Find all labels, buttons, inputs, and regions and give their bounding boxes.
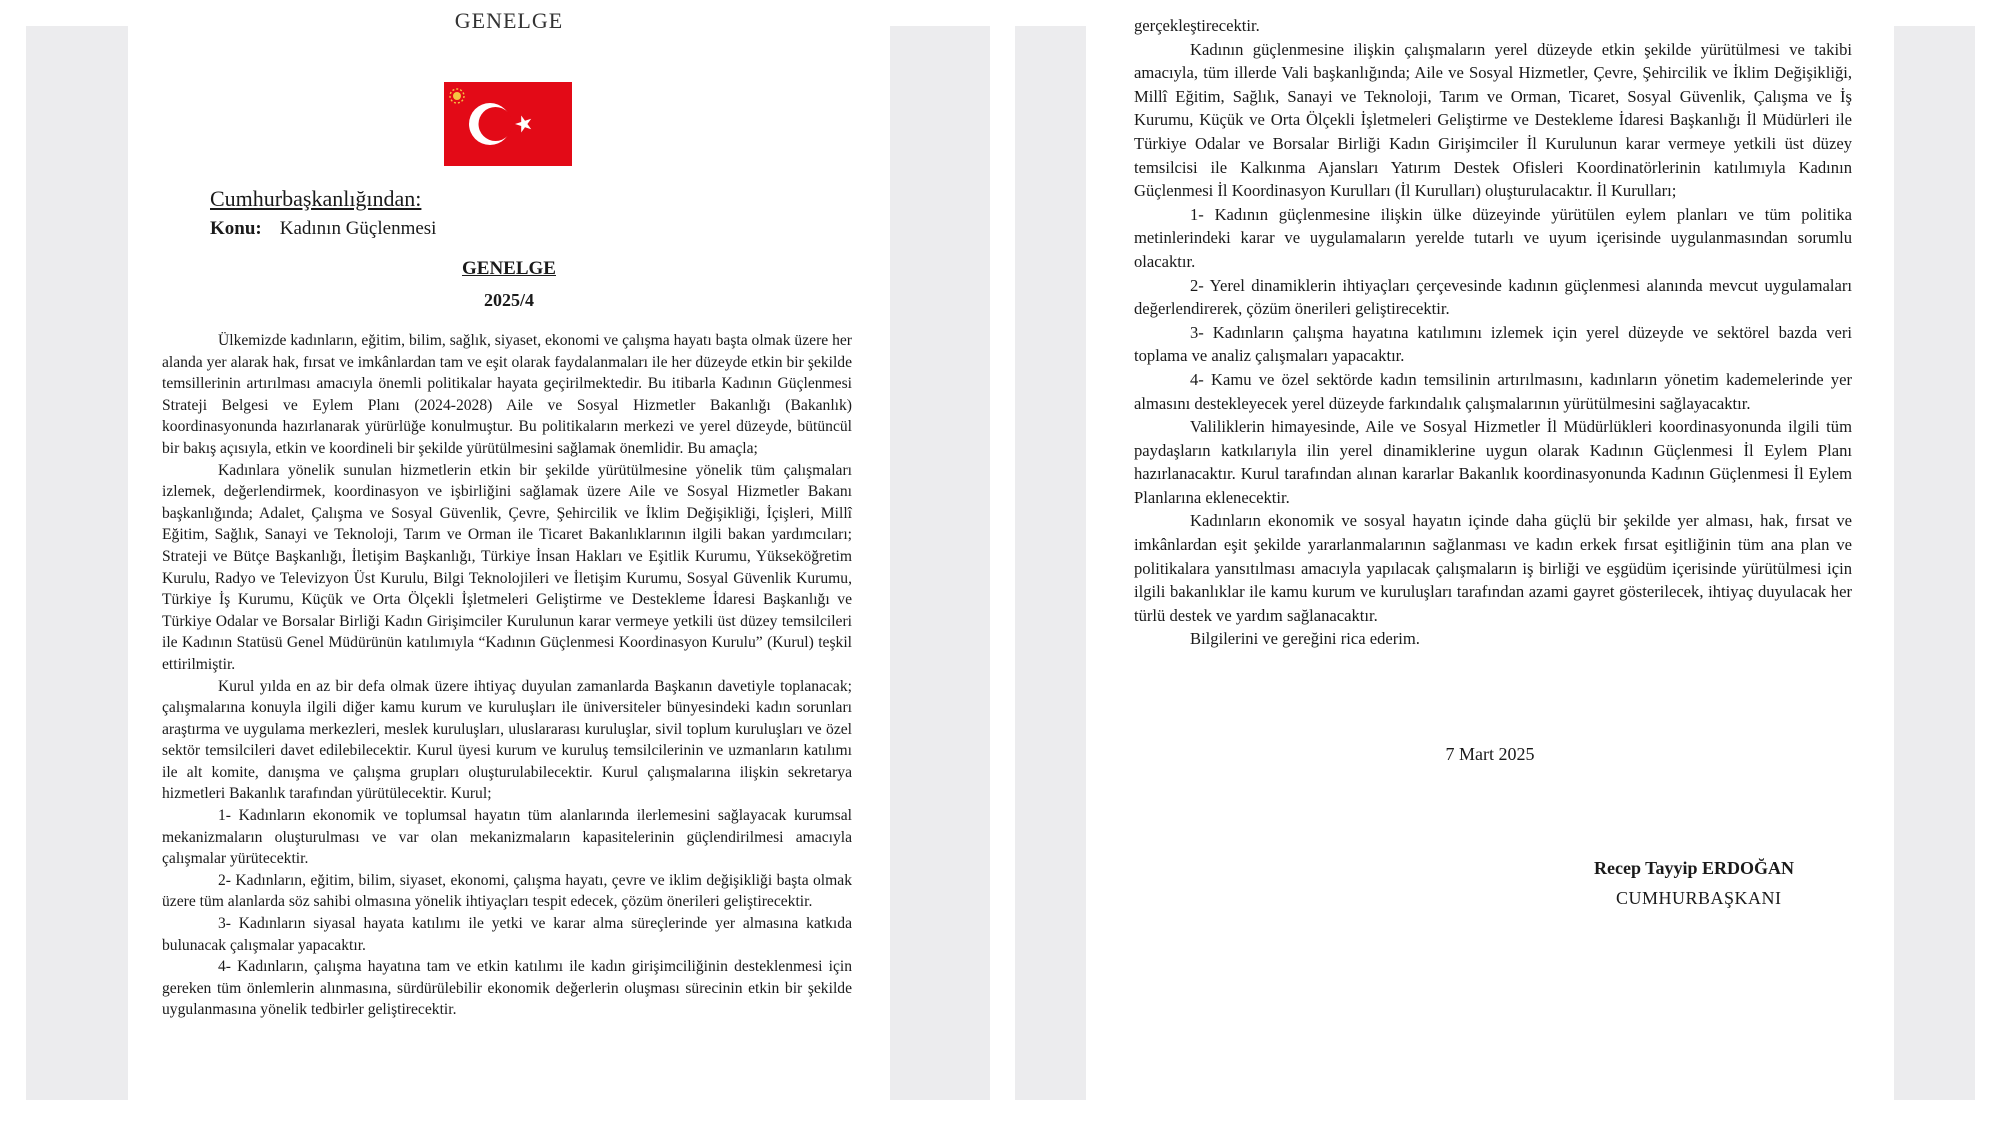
body-paragraph: Kadının güçlenmesine ilişkin çalışmaların yerel düzeyde etkin şekilde yürütülmesi ve takibi amacıyla, tüm illerde Vali başkanlığında; Aile ve Sosyal Hizmetler, Çevre, Şehircilik ve İklim Değişikliği, Millî Eğitim, Sağlık, Sanayi ve Teknoloji, Tarım ve Orman, Ticaret, Sosyal Güvenlik, Çalışma ve İş Kurumu, Küçük ve Orta Ölçekli İşletmeleri Geliştirme ve Destekleme İdaresi Başkanlığı İl Müdürleri ile Türkiye Odalar ve Borsalar Birliği Kadın Girişimciler İl Kurulunun karar vermeye yetkili üst düzey temsilcisi ile Kalkınma Ajansları Yatırım Destek Ofisleri Koordinatörlerinin katılımıyla Kadının Güçlenmesi İl Koordinasyon Kurulları (İl Kurulları) oluşturulacaktır. İl Kurulları; <box>1134 39 1852 201</box>
page-heading-cut: GENELGE <box>454 8 564 33</box>
closing-line: Bilgilerini ve gereğini rica ederim. <box>1190 629 1420 649</box>
body-paragraph: 2- Kadınların, eğitim, bilim, siyaset, ekonomi, çalışma hayatı, çevre ve iklim değişikliği başta olmak üzere tüm alanlarda söz sahibi olmasına yönelik ihtiyaçları tespit edecek, çözüm önerileri geliştirecektir. <box>162 871 852 911</box>
body-paragraph: 3- Kadınların çalışma hayatına katılımını izlemek için yerel düzeyde ve sektörel bazda veri toplama ve analiz çalışmaları yapacaktır. <box>1134 322 1852 366</box>
body-paragraph: Valiliklerin himayesinde, Aile ve Sosyal Hizmetler İl Müdürlükleri koordinasyonunda ilgili tüm paydaşların katkılarıyla ilin yerel dinamiklerine uygun olarak Kadının Güçlenmesi İl Eylem Planı hazırlanacaktır. Kurul tarafından alınan kararlar Bakanlık koordinasyonunda Kadının Güçlenmesi İl Eylem Planlarına eklenecektir. <box>1134 417 1852 507</box>
body-paragraph: Kadınların ekonomik ve sosyal hayatın içinde daha güçlü bir şekilde yer alması, hak, fırsat ve imkânlardan eşit şekilde yararlanmalarının sağlanması ve kadın erkek fırsat eşitliğinin tüm ana plan ve politikalara yansıtılması amacıyla yapılacak çalışmaların iş birliği ve eşgüdüm içerisinde yürütülmesi için ilgili bakanlıklar ile kamu kurum ve kuruluşları tarafından azami gayret gösterilecek, ihtiyaç duyulacak her türlü destek ve yardım sağlanacaktır. <box>1134 511 1852 625</box>
body-paragraph: Ülkemizde kadınların, eğitim, bilim, sağlık, siyaset, ekonomi ve çalışma hayatı başta olmak üzere her alanda yer alarak hak, fırsat ve imkânlardan tam ve eşit olarak faydalanmaları ile her düzeyde etkin bir şekilde temsillerinin artırılması amacıyla önemli politikalar hayata geçirilmektedir. Bu itibarla Kadının Güçlenmesi Strateji Belgesi ve Eylem Planı (2024-2028) Aile ve Sosyal Hizmetler Bakanlığı (Bakanlık) koordinasyonunda hazırlanarak yürürlüğe konulmuştur. Bu politikaların merkezi ve yerel düzeyde, bütüncül bir bakış açısıyla, etkin ve koordineli bir şekilde yürütülmesini sağlamak önemlidir. Bu amaçla; <box>162 332 852 457</box>
document-date: 7 Mart 2025 <box>1445 744 1535 764</box>
left-page-body <box>162 330 852 1021</box>
body-paragraph: 3- Kadınların siyasal hayata katılımı ile yetki ve karar alma süreçlerinde yer almasına katkıda bulunacak çalışmalar yapacaktır. <box>162 915 852 954</box>
document-number: 2025/4 <box>483 290 534 310</box>
left-page <box>128 8 890 1100</box>
right-page <box>1086 16 1894 1100</box>
body-paragraph: 4- Kamu ve özel sektörde kadın temsilinin artırılmasını, kadınların yönetim kademelerinde yer almasını destekleyecek yerel düzeyde farkındalık çalışmalarının yürütülmesini sağlayacaktır. <box>1134 369 1852 413</box>
body-paragraph: 1- Kadınların ekonomik ve toplumsal hayatın tüm alanlarında ilerlemesini sağlayacak kurumsal mekanizmaların oluşturulması ve var olan mekanizmaların kapasitelerinin güçlendirilmesi amacıyla çalışmalar yürütecektir. <box>162 807 852 868</box>
continued-line: gerçekleştirecektir. <box>1134 16 1260 35</box>
signatory-name: Recep Tayyip ERDOĞAN <box>1594 858 1795 878</box>
body-paragraph: Kurul yılda en az bir defa olmak üzere ihtiyaç duyulan zamanlarda Başkanın davetiyle toplanacak; çalışmalarına konuyla ilgili diğer kamu kurum ve kuruluşları ile üniversiteler bünyesindeki kadın sorunları araştırma ve uygulama merkezleri, meslek kuruluşları, uluslararası kuruluşlar, sivil toplum kuruluşları ve özel sektör temsilcileri davet edilebilecektir. Kurul üyesi kurum ve kuruluş temsilcilerinin ve uzmanların katılımı ile alt komite, danışma ve çalışma grupları oluşturulabilecektir. Kurul çalışmalarına ilişkin sekretarya hizmetleri Bakanlık tarafından yürütülecektir. Kurul; <box>162 677 852 803</box>
body-paragraph: 1- Kadının güçlenmesine ilişkin ülke düzeyinde yürütülen eylem planları ve tüm politika metinlerindeki karar ve uygulamaların yerelde tutarlı ve uyum içerisinde uygulanmasından sorumlu olacaktır. <box>1134 204 1852 271</box>
turkish-flag-icon <box>444 82 572 166</box>
body-paragraph: 2- Yerel dinamiklerin ihtiyaçları çerçevesinde kadının güçlenmesi alanında mevcut uygulamaları değerlendirerek, çözüm önerileri geliştirecektir. <box>1134 275 1852 319</box>
issuer-line: Cumhurbaşkanlığından: <box>210 186 422 211</box>
right-page-body <box>1134 14 1852 651</box>
subject-line <box>210 218 436 240</box>
body-paragraph: Kadınlara yönelik sunulan hizmetlerin etkin bir şekilde yürütülmesine yönelik tüm çalışmaları izlemek, değerlendirmek, koordinasyon ve işbirliğini sağlamak üzere Aile ve Sosyal Hizmetler Bakanı başkanlığında; Adalet, Çalışma ve Sosyal Güvenlik, Çevre, Şehircilik ve İklim Değişikliği, İçişleri, Millî Eğitim, Sağlık, Sanayi ve Teknoloji, Tarım ve Orman ile Ticaret Bakanlıklarının ilgili bakan yardımcıları; Strateji ve Bütçe Başkanlığı, İletişim Başkanlığı, Türkiye İnsan Hakları ve Eşitlik Kurumu, Yükseköğretim Kurulu, Radyo ve Televizyon Üst Kurulu, Bilgi Teknolojileri ve İletişim Kurumu, Sosyal Güvenlik Kurumu, Türkiye İş Kurumu, Küçük ve Orta Ölçekli İşletmeleri Geliştirme ve Destekleme İdaresi Başkanlığı ve Türkiye Odalar ve Borsalar Birliği Kadın Girişimciler Kurulunun karar vermeye yetkili üst düzey temsilcileri ile Kadının Statüsü Genel Müdürünün katılımıyla “Kadının Güçlenmesi Koordinasyon Kurulu” (Kurul) teşkil ettirilmiştir. <box>162 461 852 673</box>
body-paragraph: 4- Kadınların, çalışma hayatına tam ve etkin katılımı ile kadın girişimciliğinin desteklenmesi için gereken tüm önlemlerin alınmasına, sürdürülebilir ekonomik değerlerin oluşması sürecinin etkin bir şekilde uygulanmasına yönelik tedbirler geliştirecektir. <box>162 958 852 1019</box>
subject-label: Konu: <box>210 218 262 239</box>
subject-value: Kadının Güçlenmesi <box>279 218 437 239</box>
signatory-title: CUMHURBAŞKANI <box>1616 888 1782 908</box>
document-title: GENELGE <box>462 258 556 279</box>
